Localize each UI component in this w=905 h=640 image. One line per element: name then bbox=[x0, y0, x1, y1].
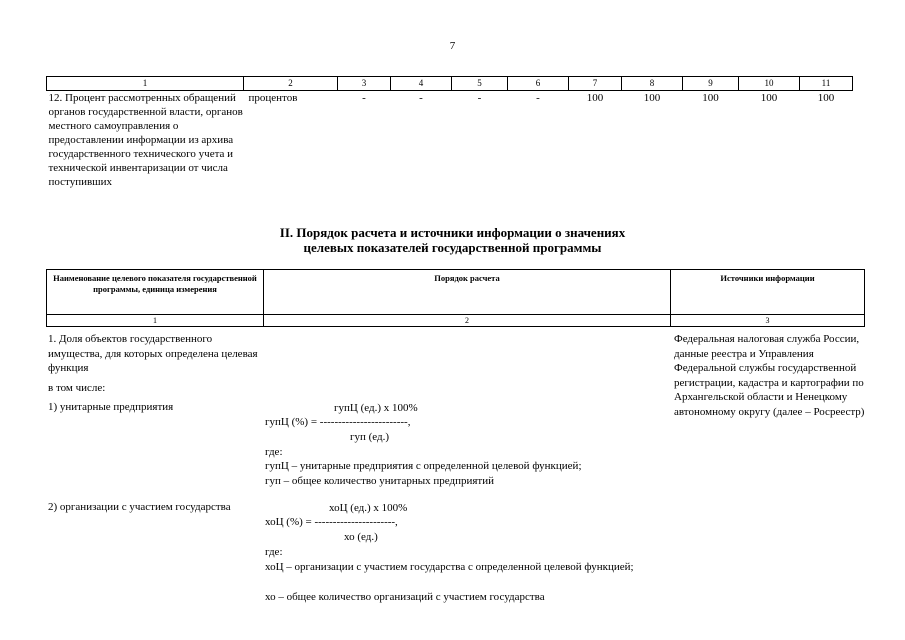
sub2-denominator: хо (ед.) bbox=[344, 531, 378, 543]
col-number: 3 bbox=[338, 77, 391, 91]
sub2-where: где: bbox=[265, 546, 283, 558]
indicators-table bbox=[46, 76, 853, 189]
indicator-value: - bbox=[477, 92, 482, 104]
indicator-value: - bbox=[419, 92, 423, 104]
col-number: 4 bbox=[391, 77, 452, 91]
header-indicator-name: Наименование целевого показателя государственной программы, единица измерения bbox=[47, 270, 264, 315]
sub1-label: 1) унитарные предприятия bbox=[48, 401, 174, 413]
header-sources: Источники информации bbox=[671, 270, 865, 315]
col-number: 6 bbox=[508, 77, 569, 91]
col-number: 10 bbox=[739, 77, 800, 91]
indicator-value: - bbox=[536, 92, 540, 104]
sub1-definition2: гуп – общее количество унитарных предприятий bbox=[265, 475, 495, 487]
sub2-definition1: хоЦ – организации с участием государства с определенной целевой функцией; bbox=[265, 561, 634, 573]
calculation-table bbox=[46, 269, 865, 327]
indicator-value: 100 bbox=[817, 92, 835, 104]
header-calculation: Порядок расчета bbox=[264, 270, 671, 315]
sub1-numerator: гупЦ (ед.) х 100% bbox=[334, 402, 418, 414]
header-row bbox=[47, 270, 865, 315]
sub2-formula-lhs: хоЦ (%) = ----------------------, bbox=[265, 516, 398, 528]
sub1-formula-lhs: гупЦ (%) = ------------------------, bbox=[265, 416, 411, 428]
column-number-row bbox=[47, 315, 865, 327]
col-number: 11 bbox=[800, 77, 853, 91]
sub1-definition1: гупЦ – унитарные предприятия с определенной целевой функцией; bbox=[265, 460, 582, 472]
col-number: 3 bbox=[671, 315, 865, 327]
information-source: Федеральная налоговая служба России, данные реестра и Управления Федеральной службы государственной регистрации, кадастра и картографии по Архангельской области и Ненецкому автономному округу (далее – Росреестр) bbox=[674, 333, 865, 418]
indicator-value: 100 bbox=[643, 92, 661, 104]
indicator-value: 100 bbox=[586, 92, 604, 104]
indicator-value: 100 bbox=[760, 92, 778, 104]
col-number: 1 bbox=[47, 77, 244, 91]
col-number: 2 bbox=[244, 77, 338, 91]
indicator-name: 12. Процент рассмотренных обращений органов государственной власти, органов местного самоуправления о предоставлении информации из архива государственного технического учета и технической инвентаризации от числа поступивших bbox=[48, 92, 243, 188]
indicator-unit: процентов bbox=[248, 92, 298, 104]
sub1-where: где: bbox=[265, 446, 283, 458]
sub2-numerator: хоЦ (ед.) х 100% bbox=[329, 502, 408, 514]
section-heading-line2: целевых показателей государственной программы bbox=[303, 240, 602, 255]
in-that-number-label: в том числе: bbox=[48, 382, 106, 394]
section-heading bbox=[0, 225, 905, 255]
section-heading-line1: II. Порядок расчета и источники информации о значениях bbox=[279, 225, 626, 240]
col-number: 2 bbox=[264, 315, 671, 327]
col-number: 1 bbox=[47, 315, 264, 327]
column-number-row bbox=[47, 77, 853, 91]
item1-label: 1. Доля объектов государственного имущества, для которых определена целевая функция bbox=[48, 333, 258, 374]
page-number: 7 bbox=[449, 40, 456, 52]
table-row bbox=[47, 91, 853, 190]
sub2-label: 2) организации с участием государства bbox=[48, 501, 231, 513]
sub2-definition2: хо – общее количество организаций с участием государства bbox=[265, 591, 545, 603]
indicator-value: 100 bbox=[702, 92, 719, 104]
sub1-denominator: гуп (ед.) bbox=[350, 431, 390, 443]
col-number: 5 bbox=[452, 77, 508, 91]
col-number: 9 bbox=[683, 77, 739, 91]
col-number: 7 bbox=[569, 77, 622, 91]
indicator-value: - bbox=[362, 92, 366, 104]
col-number: 8 bbox=[622, 77, 683, 91]
